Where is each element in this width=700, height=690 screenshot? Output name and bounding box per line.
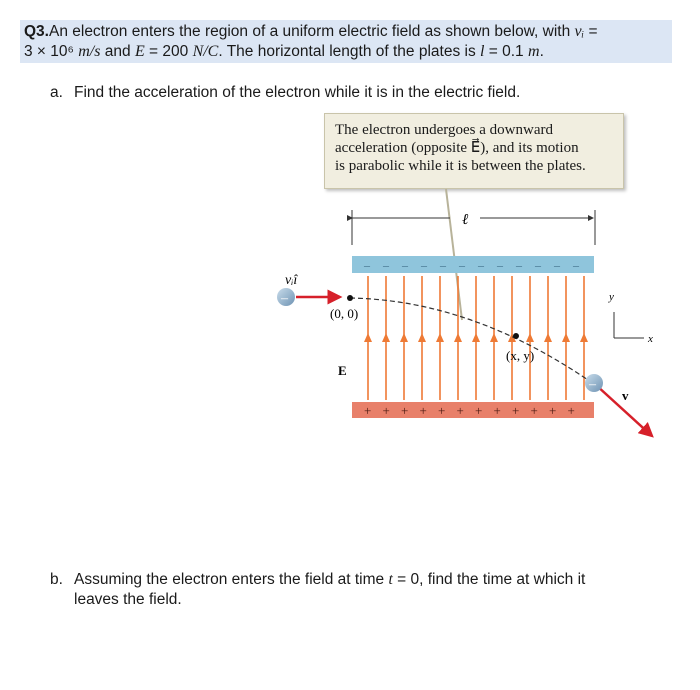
l-unit: m bbox=[528, 43, 540, 60]
position-point bbox=[513, 333, 519, 339]
minus-sign: – bbox=[364, 258, 370, 272]
field-lines bbox=[364, 276, 588, 400]
minus-sign: – bbox=[421, 258, 427, 272]
axis-y-label: y bbox=[609, 291, 614, 303]
plus-sign: + bbox=[438, 403, 446, 418]
field-arrowhead bbox=[580, 333, 588, 342]
minus-sign: – bbox=[516, 258, 522, 272]
vi-unit: m/s bbox=[78, 43, 101, 60]
part-b-text-2: , find the time at which it bbox=[419, 571, 586, 588]
field-arrowhead bbox=[490, 333, 498, 342]
minus-sign: – bbox=[535, 258, 541, 272]
velocity-in-label: vᵢî bbox=[285, 273, 298, 288]
field-arrowhead bbox=[454, 333, 462, 342]
part-a-text: Find the acceleration of the electron while it is in the electric field. bbox=[74, 84, 521, 101]
velocity-out-label: v⃗ bbox=[622, 388, 639, 403]
l-symbol: l bbox=[480, 43, 485, 60]
plus-sign: + bbox=[419, 403, 427, 418]
callout-pointer bbox=[446, 189, 462, 320]
minus-sign: – bbox=[459, 258, 465, 272]
plus-sign: + bbox=[530, 403, 538, 418]
part-b-text-3: leaves the field. bbox=[74, 591, 182, 608]
vi-value: 3 × 10⁶ bbox=[24, 43, 74, 60]
minus-sign: – bbox=[554, 258, 560, 272]
plus-sign: + bbox=[567, 403, 575, 418]
plus-sign: + bbox=[493, 403, 501, 418]
equals-sign: = bbox=[584, 23, 598, 40]
part-b bbox=[50, 570, 670, 614]
plus-sign: + bbox=[549, 403, 557, 418]
part-a-label: a. bbox=[50, 84, 63, 101]
e-value: = 200 bbox=[144, 43, 193, 60]
axis-x-label: x bbox=[648, 333, 653, 345]
plus-sign: + bbox=[475, 403, 483, 418]
question-number: Q3. bbox=[24, 23, 49, 40]
field-arrowhead bbox=[562, 333, 570, 342]
minus-sign: – bbox=[402, 258, 408, 272]
origin-label: (0, 0) bbox=[330, 306, 359, 321]
minus-sign: – bbox=[573, 258, 579, 272]
minus-sign: – bbox=[440, 258, 446, 272]
electron-out-minus-sign: – bbox=[589, 377, 596, 392]
field-arrowhead bbox=[526, 333, 534, 342]
t-value: = 0 bbox=[392, 571, 420, 588]
callout-line-3: is parabolic while it is between the plates. bbox=[335, 158, 586, 174]
question-text-2: and bbox=[100, 43, 135, 60]
field-arrowhead bbox=[400, 333, 408, 342]
field-label: E⃗ bbox=[338, 363, 357, 378]
question-text-3: . The horizontal length of the plates is bbox=[218, 43, 481, 60]
field-arrowhead bbox=[418, 333, 426, 342]
vi-symbol: vᵢ bbox=[574, 23, 585, 40]
electron-minus-sign: – bbox=[281, 291, 288, 306]
plus-sign: + bbox=[401, 403, 409, 418]
plus-sign: + bbox=[364, 403, 372, 418]
minus-sign: – bbox=[497, 258, 503, 272]
question-text-4: . bbox=[539, 43, 544, 60]
coordinate-axes bbox=[608, 291, 653, 345]
length-dimension bbox=[352, 210, 595, 245]
field-arrowhead bbox=[382, 333, 390, 342]
minus-sign: – bbox=[383, 258, 389, 272]
field-arrowhead bbox=[544, 333, 552, 342]
field-arrowhead bbox=[436, 333, 444, 342]
callout-line-1: The electron undergoes a downward bbox=[335, 122, 553, 138]
length-label: ℓ bbox=[462, 212, 469, 228]
plus-sign: + bbox=[382, 403, 390, 418]
plus-sign: + bbox=[456, 403, 464, 418]
origin-point bbox=[347, 295, 353, 301]
part-b-text bbox=[74, 570, 585, 590]
e-unit: N/C bbox=[192, 43, 219, 60]
l-value: = 0.1 bbox=[484, 43, 528, 60]
question-text: An electron enters the region of a uniform electric field as shown below, with bbox=[48, 23, 575, 40]
part-b-text-1: Assuming the electron enters the field at time bbox=[74, 571, 389, 588]
callout-line-2: acceleration (opposite E⃗), and its motion bbox=[335, 140, 579, 156]
position-label: (x, y) bbox=[506, 348, 535, 363]
part-b-label: b. bbox=[50, 571, 63, 588]
t-symbol: t bbox=[388, 571, 393, 588]
e-symbol: E bbox=[134, 43, 145, 60]
minus-sign: – bbox=[478, 258, 484, 272]
field-arrowhead bbox=[472, 333, 480, 342]
plus-sign: + bbox=[512, 403, 520, 418]
field-arrowhead bbox=[364, 333, 372, 342]
